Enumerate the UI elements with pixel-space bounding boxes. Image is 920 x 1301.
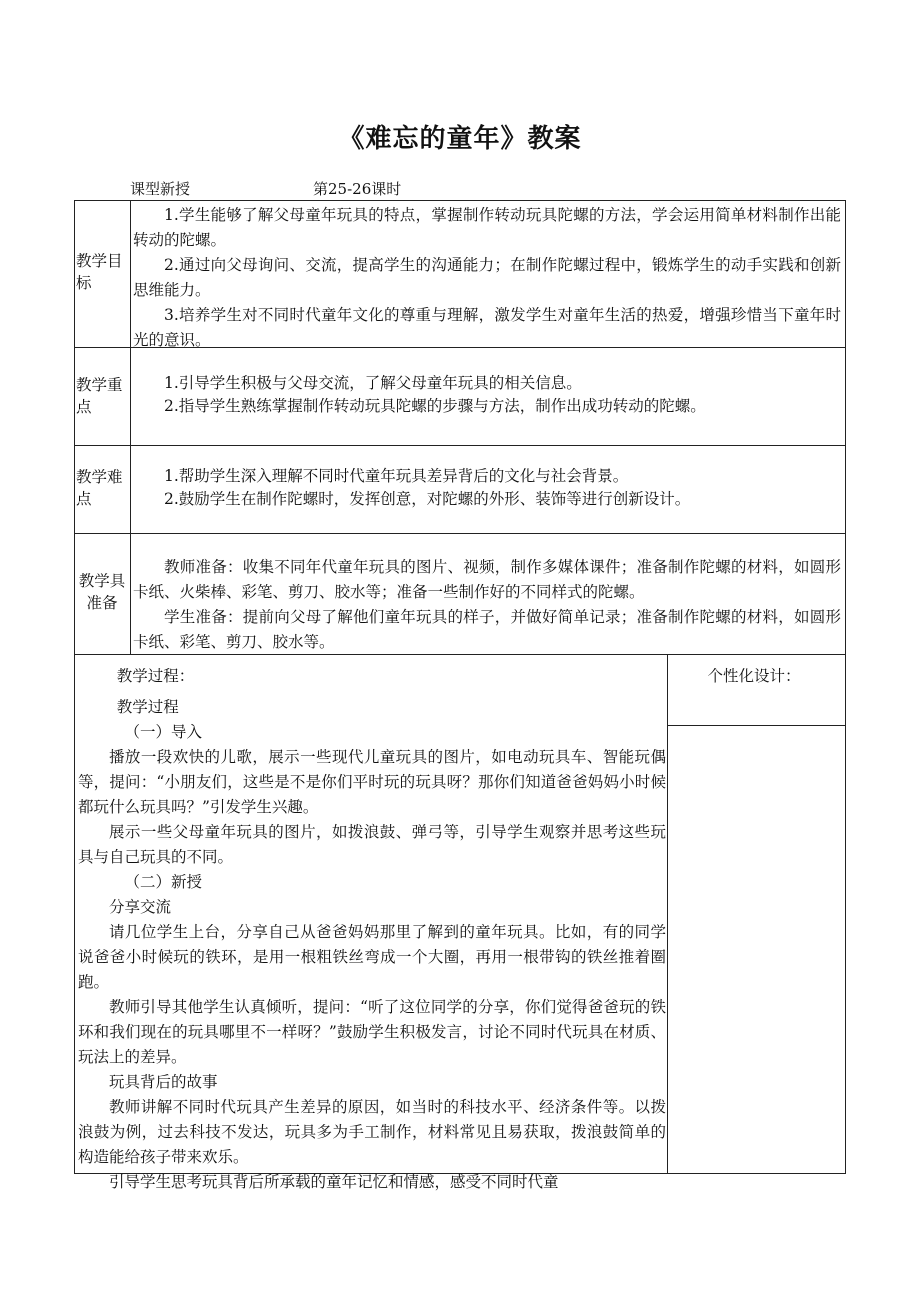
difficulty-item: 1.帮助学生深入理解不同时代童年玩具差异背后的文化与社会背景。: [164, 467, 629, 485]
objectives-label: 教学目标: [76, 252, 123, 292]
intro-heading: （一）导入: [124, 723, 203, 741]
preparation-item: 学生准备：提前向父母了解他们童年玩具的样子，并做好简单记录；准备制作陀螺的材料，如圆形卡纸、彩笔、剪刀、胶水等。: [133, 608, 841, 651]
lesson-period: 第25-26课时: [313, 180, 402, 198]
table-border-left: [74, 200, 75, 1174]
lesson-type: 课型新授: [130, 180, 191, 198]
key-point-item: 2.指导学生熟练掌握制作转动玩具陀螺的步骤与方法，制作出成功转动的陀螺。: [164, 397, 706, 415]
process-subtitle: 教学过程: [116, 698, 179, 716]
preparation-label: 教学具准备: [78, 572, 126, 612]
preparation-content: [133, 555, 841, 655]
story-paragraph: 教师讲解不同时代玩具产生差异的原因，如当时的科技水平、经济条件等。以拨浪鼓为例，过去科技不发达，玩具多为手工制作，材料常见且易获取，拨浪鼓简单的构造能给孩子带来欢乐。: [78, 1098, 666, 1166]
intro-paragraph: 展示一些父母童年玩具的图片，如拨浪鼓、弹弓等，引导学生观察并思考这些玩具与自己玩具的不同。: [78, 823, 666, 866]
objective-item: 2.通过向父母询问、交流，提高学生的沟通能力；在制作陀螺过程中，锻炼学生的动手实践和创新思维能力。: [133, 256, 841, 299]
key-points-label: 教学重点: [76, 376, 123, 416]
difficulties-label: 教学难点: [76, 468, 123, 508]
key-points-content: [133, 372, 841, 418]
share-paragraph: 教师引导其他学生认真倾听，提问：“听了这位同学的分享，你们觉得爸爸玩的铁环和我们现在的玩具哪里不一样呀？”鼓励学生积极发言，讨论不同时代玩具在材质、玩法上的差异。: [78, 998, 666, 1066]
difficulties-content: [133, 465, 841, 511]
new-lesson-heading: （二）新授: [124, 873, 203, 891]
key-point-item: 1.引导学生积极与父母交流，了解父母童年玩具的相关信息。: [164, 374, 582, 392]
row-divider-2: [74, 445, 846, 446]
table-border-right: [845, 200, 846, 1174]
preparation-item: 教师准备：收集不同年代童年玩具的图片、视频，制作多媒体课件；准备制作陀螺的材料，如圆形卡纸、火柴棒、彩笔、剪刀、胶水等；准备一些制作好的不同样式的陀螺。: [133, 558, 841, 601]
intro-paragraph: 播放一段欢快的儿歌，展示一些现代儿童玩具的图片，如电动玩具车、智能玩偶等，提问：“小朋友们，这些是不是你们平时玩的玩具呀？那你们知道爸爸妈妈小时候都玩什么玩具吗？”引发学生兴趣。: [78, 748, 666, 816]
share-heading: 分享交流: [109, 898, 172, 916]
document-title: 《难忘的童年》教案: [338, 124, 582, 154]
story-heading: 玩具背后的故事: [109, 1073, 218, 1091]
share-paragraph: 请几位学生上台，分享自己从爸爸妈妈那里了解到的童年玩具。比如，有的同学说爸爸小时候玩的铁环，是用一根粗铁丝弯成一个大圈，再用一根带钩的铁丝推着圈跑。: [78, 923, 666, 991]
design-divider: [667, 725, 846, 726]
process-label: 教学过程：: [116, 667, 195, 685]
objective-item: 1.学生能够了解父母童年玩具的特点，掌握制作转动玩具陀螺的方法，学会运用简单材料制作出能转动的陀螺。: [133, 206, 841, 249]
row-divider-3: [74, 533, 846, 534]
teaching-process: [78, 664, 666, 1191]
design-column-divider: [667, 654, 668, 1174]
difficulty-item: 2.鼓励学生在制作陀螺时，发挥创意，对陀螺的外形、装饰等进行创新设计。: [164, 490, 691, 508]
objectives-content: [133, 203, 841, 353]
label-column-divider: [130, 200, 131, 655]
objective-item: 3.培养学生对不同时代童年文化的尊重与理解，激发学生对童年生活的热爱，增强珍惜当下童年时光的意识。: [133, 306, 841, 349]
personalized-design-label: 个性化设计：: [707, 667, 801, 685]
table-border-top: [74, 200, 846, 201]
story-paragraph: 引导学生思考玩具背后所承载的童年记忆和情感，感受不同时代童: [109, 1173, 559, 1191]
